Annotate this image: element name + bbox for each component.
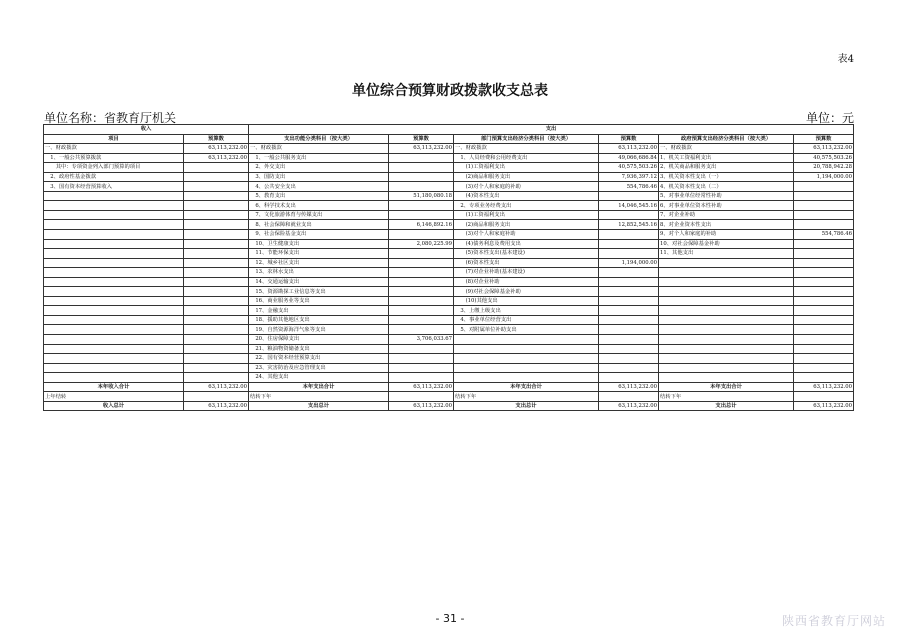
watermark: 陕西省教育厅网站 xyxy=(781,614,886,628)
item-cell: 5、对附属单位补助支出 xyxy=(454,325,599,335)
amount-cell xyxy=(389,287,454,297)
table-row xyxy=(44,363,854,373)
item-cell: 17、金融支出 xyxy=(249,306,389,316)
amount-cell xyxy=(184,182,249,192)
page-number: - 31 - xyxy=(435,612,465,625)
item-cell: 24、其他支出 xyxy=(249,373,389,383)
amount-cell: 554,786.46 xyxy=(794,230,854,240)
amount-cell xyxy=(599,306,659,316)
amount-cell xyxy=(184,249,249,259)
table-row xyxy=(44,153,854,163)
amount-cell xyxy=(794,373,854,383)
item-cell: 本年支出合计 xyxy=(454,382,599,392)
amount-cell: 1,194,000.00 xyxy=(794,172,854,182)
item-cell: (1)工资福利支出 xyxy=(454,210,599,220)
table-row xyxy=(44,306,854,316)
item-cell: 3、上缴上级支出 xyxy=(454,306,599,316)
item-cell xyxy=(659,354,794,364)
item-cell xyxy=(44,373,184,383)
table-row xyxy=(44,296,854,306)
amount-cell: 7,936,397.12 xyxy=(599,172,659,182)
item-cell: 3、机关资本性支出（一） xyxy=(659,172,794,182)
item-cell: 1、一般公共服务支出 xyxy=(249,153,389,163)
item-cell xyxy=(44,296,184,306)
amount-cell xyxy=(599,373,659,383)
amount-cell xyxy=(184,306,249,316)
total-row xyxy=(44,392,854,402)
amount-cell xyxy=(794,182,854,192)
amount-cell xyxy=(184,363,249,373)
table-row xyxy=(44,335,854,345)
item-cell xyxy=(44,268,184,278)
amount-cell: 63,113,232.00 xyxy=(794,382,854,392)
amount-cell xyxy=(794,287,854,297)
column-header: 预算数 xyxy=(599,134,659,144)
unit-label: 单位：元 xyxy=(805,111,854,125)
item-cell: 1、一般公共预算拨款 xyxy=(44,153,184,163)
table-row xyxy=(44,249,854,259)
amount-cell xyxy=(184,392,249,402)
table-row xyxy=(44,344,854,354)
item-cell: 12、城乡社区支出 xyxy=(249,258,389,268)
amount-cell xyxy=(389,296,454,306)
item-cell: 结转下年 xyxy=(659,392,794,402)
item-cell xyxy=(659,306,794,316)
table-row xyxy=(44,182,854,192)
table-row xyxy=(44,230,854,240)
item-cell: 22、国有资本经营预算支出 xyxy=(249,354,389,364)
amount-cell: 20,788,942.28 xyxy=(794,163,854,173)
item-cell: 13、农林水支出 xyxy=(249,268,389,278)
table-row xyxy=(44,268,854,278)
amount-cell: 63,113,232.00 xyxy=(184,153,249,163)
item-cell: 11、节能环保支出 xyxy=(249,249,389,259)
item-cell: 8、社会保障和就业支出 xyxy=(249,220,389,230)
amount-cell: 51,180,080.18 xyxy=(389,191,454,201)
item-cell xyxy=(659,287,794,297)
table-row xyxy=(44,144,854,154)
item-cell: 10、对社会保障基金补助 xyxy=(659,239,794,249)
amount-cell xyxy=(184,296,249,306)
amount-cell: 40,575,503.26 xyxy=(794,153,854,163)
budget-table xyxy=(43,124,854,411)
amount-cell: 63,113,232.00 xyxy=(389,382,454,392)
amount-cell xyxy=(794,392,854,402)
item-cell xyxy=(44,230,184,240)
amount-cell xyxy=(389,306,454,316)
item-cell: (4)资本性支出 xyxy=(454,191,599,201)
item-cell xyxy=(44,239,184,249)
item-cell: 1、机关工资福利支出 xyxy=(659,153,794,163)
amount-cell xyxy=(599,210,659,220)
item-cell xyxy=(44,249,184,259)
table-row xyxy=(44,325,854,335)
item-cell: 23、灾害防治及应急管理支出 xyxy=(249,363,389,373)
item-cell xyxy=(454,373,599,383)
amount-cell xyxy=(599,249,659,259)
table-row xyxy=(44,191,854,201)
item-cell xyxy=(44,344,184,354)
amount-cell xyxy=(599,315,659,325)
amount-cell xyxy=(599,239,659,249)
amount-cell: 49,066,686.84 xyxy=(599,153,659,163)
table-row xyxy=(44,210,854,220)
item-cell: 其中：专项资金列入部门预算的项目 xyxy=(44,163,184,173)
amount-cell: 63,113,232.00 xyxy=(599,401,659,411)
amount-cell xyxy=(184,315,249,325)
column-header: 支出功能分类科目（按大类） xyxy=(249,134,389,144)
amount-cell xyxy=(599,325,659,335)
item-cell xyxy=(659,296,794,306)
item-cell xyxy=(44,277,184,287)
column-header-row xyxy=(44,134,854,144)
item-cell: 14、交通运输支出 xyxy=(249,277,389,287)
amount-cell xyxy=(389,172,454,182)
item-cell: 10、卫生健康支出 xyxy=(249,239,389,249)
item-cell xyxy=(659,363,794,373)
amount-cell: 554,786.46 xyxy=(599,182,659,192)
amount-cell xyxy=(794,210,854,220)
amount-cell: 63,113,232.00 xyxy=(184,401,249,411)
item-cell: 支出总计 xyxy=(249,401,389,411)
item-cell xyxy=(659,315,794,325)
income-header: 收入 xyxy=(44,125,249,135)
item-cell: 4、事业单位经营支出 xyxy=(454,315,599,325)
column-header: 部门预算支出经济分类科目（按大类） xyxy=(454,134,599,144)
column-header: 政府预算支出经济分类科目（按大类） xyxy=(659,134,794,144)
amount-cell xyxy=(599,230,659,240)
amount-cell xyxy=(389,392,454,402)
item-cell: 7、文化旅游体育与传媒支出 xyxy=(249,210,389,220)
amount-cell xyxy=(599,277,659,287)
item-cell: 5、教育支出 xyxy=(249,191,389,201)
amount-cell xyxy=(599,296,659,306)
table-row xyxy=(44,172,854,182)
item-cell: 5、对事业单位经常性补助 xyxy=(659,191,794,201)
amount-cell xyxy=(794,239,854,249)
item-cell xyxy=(44,354,184,364)
amount-cell xyxy=(389,249,454,259)
amount-cell: 63,113,232.00 xyxy=(184,144,249,154)
item-cell: (6)资本性支出 xyxy=(454,258,599,268)
item-cell: 4、机关资本性支出（二） xyxy=(659,182,794,192)
item-cell: 16、商业服务业等支出 xyxy=(249,296,389,306)
item-cell: (4)债务利息及费用支出 xyxy=(454,239,599,249)
amount-cell xyxy=(794,249,854,259)
amount-cell xyxy=(184,210,249,220)
amount-cell: 6,146,892.16 xyxy=(389,220,454,230)
amount-cell xyxy=(794,296,854,306)
amount-cell xyxy=(389,325,454,335)
table-row xyxy=(44,287,854,297)
table-tag: 表4 xyxy=(837,54,854,65)
item-cell xyxy=(454,335,599,345)
item-cell: 9、对个人和家庭的补助 xyxy=(659,230,794,240)
item-cell: 2、专项业务经费支出 xyxy=(454,201,599,211)
table-row xyxy=(44,239,854,249)
table-row xyxy=(44,220,854,230)
table-row xyxy=(44,258,854,268)
amount-cell: 63,113,232.00 xyxy=(794,144,854,154)
amount-cell xyxy=(184,172,249,182)
page-title: 单位综合预算财政拨款收支总表 xyxy=(352,83,548,99)
item-cell: 本年支出合计 xyxy=(249,382,389,392)
amount-cell xyxy=(794,258,854,268)
amount-cell: 1,194,000.00 xyxy=(599,258,659,268)
item-cell: 6、对事业单位资本性补助 xyxy=(659,201,794,211)
item-cell: (10)其他支出 xyxy=(454,296,599,306)
item-cell: 一、财政拨款 xyxy=(249,144,389,154)
amount-cell xyxy=(184,201,249,211)
amount-cell xyxy=(599,191,659,201)
amount-cell xyxy=(184,268,249,278)
item-cell: 支出总计 xyxy=(454,401,599,411)
item-cell: 20、住房保障支出 xyxy=(249,335,389,345)
item-cell xyxy=(44,220,184,230)
amount-cell xyxy=(599,335,659,345)
column-header: 项目 xyxy=(44,134,184,144)
amount-cell: 40,575,503.26 xyxy=(599,163,659,173)
amount-cell: 63,113,232.00 xyxy=(599,382,659,392)
item-cell xyxy=(659,325,794,335)
item-cell: 上年结转 xyxy=(44,392,184,402)
amount-cell xyxy=(389,315,454,325)
amount-cell xyxy=(599,363,659,373)
amount-cell xyxy=(389,258,454,268)
item-cell xyxy=(44,201,184,211)
item-cell: 2、政府性基金拨款 xyxy=(44,172,184,182)
amount-cell xyxy=(794,344,854,354)
amount-cell xyxy=(184,191,249,201)
item-cell: 15、资源勘探工业信息等支出 xyxy=(249,287,389,297)
amount-cell: 14,046,545.16 xyxy=(599,201,659,211)
item-cell: 8、对企业资本性支出 xyxy=(659,220,794,230)
amount-cell xyxy=(184,230,249,240)
item-cell xyxy=(659,277,794,287)
item-cell: 一、财政拨款 xyxy=(454,144,599,154)
amount-cell: 63,113,232.00 xyxy=(794,401,854,411)
amount-cell xyxy=(184,354,249,364)
amount-cell xyxy=(389,344,454,354)
amount-cell xyxy=(794,315,854,325)
item-cell: 一、财政拨款 xyxy=(659,144,794,154)
item-cell xyxy=(454,344,599,354)
column-header: 预算数 xyxy=(794,134,854,144)
amount-cell xyxy=(389,354,454,364)
amount-cell xyxy=(794,354,854,364)
amount-cell xyxy=(599,392,659,402)
amount-cell xyxy=(599,354,659,364)
amount-cell: 3,706,033.67 xyxy=(389,335,454,345)
item-cell: 7、对企业补助 xyxy=(659,210,794,220)
item-cell: (3)对个人和家庭的补助 xyxy=(454,182,599,192)
item-cell xyxy=(44,325,184,335)
amount-cell xyxy=(389,201,454,211)
item-cell: 结转下年 xyxy=(249,392,389,402)
amount-cell xyxy=(184,373,249,383)
amount-cell xyxy=(794,277,854,287)
amount-cell xyxy=(794,201,854,211)
amount-cell xyxy=(184,335,249,345)
item-cell: 结转下年 xyxy=(454,392,599,402)
item-cell: (2)商品和服务支出 xyxy=(454,220,599,230)
item-cell: 9、社会保险基金支出 xyxy=(249,230,389,240)
amount-cell: 2,080,225.99 xyxy=(389,239,454,249)
item-cell: 19、自然资源海洋气象等支出 xyxy=(249,325,389,335)
table-row xyxy=(44,163,854,173)
item-cell: 本年支出合计 xyxy=(659,382,794,392)
amount-cell: 63,113,232.00 xyxy=(599,144,659,154)
item-cell xyxy=(44,191,184,201)
item-cell xyxy=(44,306,184,316)
table-row xyxy=(44,373,854,383)
item-cell: 3、国有资本经营预算收入 xyxy=(44,182,184,192)
item-cell xyxy=(44,335,184,345)
table-row xyxy=(44,277,854,287)
amount-cell xyxy=(184,258,249,268)
item-cell xyxy=(454,363,599,373)
amount-cell: 63,113,232.00 xyxy=(389,401,454,411)
group-header-row xyxy=(44,125,854,135)
item-cell: 3、国防支出 xyxy=(249,172,389,182)
item-cell: (7)对企业补助(基本建设) xyxy=(454,268,599,278)
amount-cell xyxy=(794,363,854,373)
amount-cell xyxy=(389,210,454,220)
amount-cell xyxy=(794,220,854,230)
amount-cell xyxy=(184,220,249,230)
amount-cell xyxy=(389,182,454,192)
item-cell: 4、公共安全支出 xyxy=(249,182,389,192)
column-header: 预算数 xyxy=(389,134,454,144)
amount-cell xyxy=(389,363,454,373)
table-row xyxy=(44,201,854,211)
item-cell: 支出总计 xyxy=(659,401,794,411)
item-cell: 2、机关商品和服务支出 xyxy=(659,163,794,173)
item-cell: (1)工资福利支出 xyxy=(454,163,599,173)
item-cell: 收入总计 xyxy=(44,401,184,411)
item-cell xyxy=(44,258,184,268)
amount-cell xyxy=(794,306,854,316)
item-cell: (9)对社会保障基金补助 xyxy=(454,287,599,297)
item-cell xyxy=(44,287,184,297)
amount-cell xyxy=(599,268,659,278)
amount-cell: 12,852,545.16 xyxy=(599,220,659,230)
item-cell: 18、援助其他地区支出 xyxy=(249,315,389,325)
unit-name: 单位名称：省教育厅机关 xyxy=(44,111,177,125)
item-cell: (8)对企业补助 xyxy=(454,277,599,287)
total-row xyxy=(44,401,854,411)
item-cell: (2)商品和服务支出 xyxy=(454,172,599,182)
amount-cell: 63,113,232.00 xyxy=(184,382,249,392)
table-row xyxy=(44,354,854,364)
item-cell: 1、人员经费和公用经费支出 xyxy=(454,153,599,163)
item-cell: (5)资本性支出(基本建设) xyxy=(454,249,599,259)
total-row xyxy=(44,382,854,392)
amount-cell xyxy=(794,335,854,345)
item-cell xyxy=(44,315,184,325)
item-cell: (3)对个人和家庭补助 xyxy=(454,230,599,240)
amount-cell xyxy=(794,268,854,278)
amount-cell xyxy=(389,277,454,287)
item-cell xyxy=(659,373,794,383)
amount-cell xyxy=(184,239,249,249)
amount-cell xyxy=(794,325,854,335)
item-cell: 21、粮油物资储备支出 xyxy=(249,344,389,354)
item-cell xyxy=(659,344,794,354)
amount-cell: 63,113,232.00 xyxy=(389,144,454,154)
item-cell: 11、其他支出 xyxy=(659,249,794,259)
item-cell xyxy=(659,258,794,268)
amount-cell xyxy=(184,277,249,287)
item-cell xyxy=(44,210,184,220)
item-cell xyxy=(454,354,599,364)
amount-cell xyxy=(184,163,249,173)
amount-cell xyxy=(389,268,454,278)
amount-cell xyxy=(389,373,454,383)
item-cell: 本年收入合计 xyxy=(44,382,184,392)
item-cell xyxy=(659,335,794,345)
table-row xyxy=(44,315,854,325)
column-header: 预算数 xyxy=(184,134,249,144)
amount-cell xyxy=(794,191,854,201)
amount-cell xyxy=(389,163,454,173)
amount-cell xyxy=(184,344,249,354)
expend-header: 支出 xyxy=(249,125,854,135)
item-cell xyxy=(44,363,184,373)
amount-cell xyxy=(599,287,659,297)
amount-cell xyxy=(389,153,454,163)
item-cell: 6、科学技术支出 xyxy=(249,201,389,211)
item-cell: 一、财政拨款 xyxy=(44,144,184,154)
item-cell xyxy=(659,268,794,278)
amount-cell xyxy=(184,287,249,297)
item-cell: 2、外交支出 xyxy=(249,163,389,173)
amount-cell xyxy=(599,344,659,354)
amount-cell xyxy=(184,325,249,335)
amount-cell xyxy=(389,230,454,240)
